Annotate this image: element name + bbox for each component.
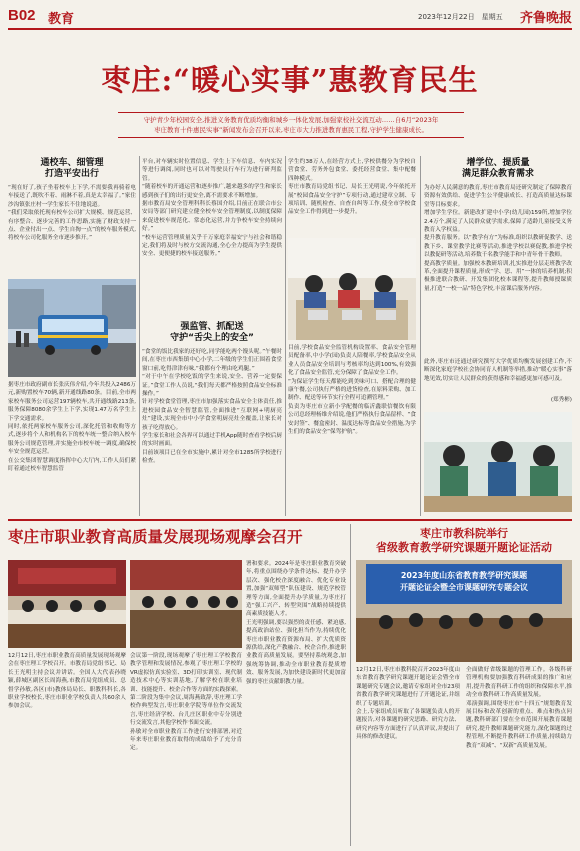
photo-banner-line-1: 2023年度山东省教育教学研究课题 (400, 571, 528, 580)
subhead-school-bus: 通校车、细管理 打造平安出行 (40, 158, 104, 179)
article-food-safety-b: 学生约38万人,在经营方式上,学校供餐分为学校自营食堂、劳务外包食堂、委托经营食堂、集中配餐四种模式。 枣庄市教育局党组书记、局长王光明说,今年依托开展“校园食品安全守护”专项行动,通过建章立制、专项培训、随机检查、自查自纠等工作,使全市学校食品安全工作得到进一步提升。 (288, 159, 416, 216)
story2-article-b: 会议第一阶段,现场观摩了枣庄理工学校教育教学管理和发展情况,参观了枣庄理工学校的VR虚拟仿真实验室、3D打印实训室、现代制造技术中心等实训基地,了解学校在职业培训、技能提升、校企合作等方面的实践探索。 第二阶段为集中会议,周海燕致辞,枣庄理工学校作典型发言,枣庄职业学院等单位作交流发言,枣庄经济学校、台儿庄区职业中专分别进行交流发言,其他学校作书面交流。 孙敏对全市职业教育工作进行安排部署,对近年来枣庄职业教育取得的成绩给予了充分肯定。 (130, 653, 242, 752)
story3-article-b: 全面做好省级课题的管理工作。各级科研管理机构要加强教育科研成果的推广和应用,提升教育科研工作的组织和保障水平,推动全市教科研工作高质量发展。 邓演强调,围绕枣庄市“十四五”规划教育发展目标和改革创新的重点、难点和热点问题,教科研部门要在全市范围开展教育课题研究,提升教师课题研究能力,深化课题的过程管理,不断提升教科研工作质量,持续助力教育“双减”、“双新”高质量发展。 (466, 667, 572, 749)
photo-banner-line-2: 开题论证会暨全市课题研究专题会议 (400, 583, 528, 592)
article-food-safety-a: “食堂的饭比我家的还好吃,同学能吃两个馒头呢。”午餐时间,在枣庄市西集镇中心小学,二年级的学生们正围着食堂窗口前,吃得津津有味,“我都有个理由吃鸡腿。” “对于中午在学校吃饭的学生来说,安全、营养一定要保证。”食堂工作人员说,“我们每天都严格按照食品安全标准操作。” 针对学校食堂管理,枣庄市加强落实食品安全主体责任,推进校园食品安全智慧监管,全面推进“互联网+明厨亮灶”建设,实现全市中小学食堂明厨亮灶全覆盖,让家长对孩子吃得放心。 学生家长和社会各界可以通过手机App随时查看学校后厨的实时画面。 目前该项目已在全市实施中,累计对全市1285所学校进行检查。 (142, 349, 282, 465)
story3-article-a: 12月12日,枣庄市教科院召开2023年度山东省教育教学研究课题开题论证会暨全市课题研究专题会议,邀请专家组对全市23项省教育教学研究课题进行了开题论证,并组织了专题培训。 会上,专家组成员听取了各课题负责人的开题报告,对各课题的研究思路、研究方法、研究内容等方面进行了认真评议,并提出了具体的修改建议。 (356, 667, 460, 741)
main-lead-line-1: 守护青少年校园安全,推进义务教育优质均衡和城乡一体化发展,加强家校社交流互动……自6月“2023年 (143, 116, 439, 124)
main-lead-line-2: 枣庄教育十件惠民实事”新闻发布会召开以来,枣庄市大力推进教育惠民工程,守护学生健康成长。 (154, 126, 428, 134)
story3-headline (356, 527, 572, 555)
page-code: B02 (8, 7, 36, 24)
article-school-bus-c: 平台,对车辆实时位置信息、学生上下车信息、车内实况等进行调阅,同时也可以对驾驶员行车行为进行研判监管。 “随着校车的开通运营和逐步推广,越来越多的学生和家长感到孩子们的出行更安全,离不需要求不断增加。 据市教育局安全管理科科长蔡国介绍,目前正在联合市公安局等部门研究建立健全校车安全管理制度,以制度保障来促进校车规范化、常态化运营,并力争校车安全持续向好。” “校车运营管理质量关乎千万家庭幸福安宁与社会和谐稳定,我们将及时与校方交流沟通,全心全力提高为学生提供安全、更便捷的校车接送服务。” (142, 159, 282, 258)
subhead-food-safety: 强监管、抓配送 守护“舌尖上的安全” (170, 322, 254, 343)
article-school-places-b: 此外,枣庄市还通过研究撰写大学优质均衡发展创建工作,不断深化家庭学校社会协同育人机制等举措,推动“暖心实事”落地见效,切实让人民群众的获得感和幸福感更加可感可及。 (424, 359, 572, 382)
story3-headline-line-1: 枣庄市教科院举行 (420, 527, 508, 540)
article-byline: (郑秀彬) (550, 397, 572, 403)
section-name: 教育 (48, 12, 75, 27)
story2-headline: 枣庄市职业教育高质量发展现场观摩会召开 (8, 527, 303, 546)
conference-photo-1 (8, 560, 126, 648)
subhead-school-places: 增学位、提质量 满足群众教育需求 (461, 158, 534, 179)
research-meeting-photo (356, 560, 572, 662)
article-school-bus-b: 据枣庄市政府副市长张庆伟介绍,今年共投入2486万元,新购置校车70辆,新开通线路80条。目前,全市两家校车服务公司运营197辆校车,共开通线路213条,服务保障8080余学生上下学,实现1.47万名学生上下学交通需求。 同时,依托两家校车服务公司,深化托管和收购等方式,逐步将个人和机构名下的校车统一整合纳入校车服务公司规范管理,并实施全市校车统一调度,确保校车安全规范运营。 在公交集团智慧调度指挥中心大厅内,工作人员们紧盯着通过校车智慧监管 (8, 382, 136, 473)
main-lead (118, 112, 464, 138)
article-food-safety-c: 目前,学校食品安全监管机构设置率、食品安全管理员配备率,中小学(园)负责人陪餐率,学校食品安全从业人员食品安全培训与考核率均达到100%,有效强化了食品安全监管,充分保障了食品安全工作。 “为保证学生每天都能吃到美味可口、搭配合理的健康午餐,公司执行严格的进货检查,在原料采购、加工制作、配送等环节实行全程可追溯管理。” 负责为枣庄市立新小学配餐的临沂鑫联信餐饮有限公司总经理杨维介绍说,他们严格执行食品留样、“食安封签”、餐盒密封、温度达标等食品安全措施,为学生们的食品安全“保驾护航”。 (288, 345, 416, 436)
issue-date: 2023年12月22日 星期五 (418, 13, 503, 21)
main-headline: 枣庄:“暖心实事”惠教育民生 (101, 63, 479, 97)
page-header (8, 6, 572, 30)
photo-banner (366, 570, 562, 594)
story3-headline-line-2: 省级教育教学研究课题开题论证活动 (376, 541, 552, 554)
article-school-places-a: 为办好人民满意的教育,枣庄市教育局还研究制定了保障教育资源有效供给、促进学生公平健康成长、打造高质量达标课堂等目标要求。 增加学生学位。新建改扩建中小学(幼儿园)159所,增加学位2.4万个,满足了人民群众就学需求,保障了适龄儿童接受义务教育入学权益。 提升教育服务。以“教学有方”为标准,组织以教研促教学、送教下乡、课堂教学比赛等活动,推进学校以赛促教,推进学校以教促研等活动,培养数千名教学能手和中青年骨干教师。 提高教学质量。加强校本教研培训,扎实推进分层走班教学改革,全面提升课程质量,形成“学、思、用”一体的培养机制;积极推进联合教研、开发集团化校本课程等,提升教师授课质量,打造“一校一品”特色学校,丰富课后服务内容。 (424, 185, 572, 292)
story2-article-a: 12月12日,枣庄市职业教育高质量发展现场观摩会在枣庄理工学校召开。市教育局党组书记、局长王光明主持会议并讲话。全国人大代表孙晓颖,薛城区副区长周海燕,市教育局党组成员、总督学孙敏,各区(市)教体局局长、职教科科长,各职业学校校长,枣庄市职业学校负责人共60余人参加会议。 (8, 653, 126, 710)
school-bus-photo (8, 279, 136, 377)
classroom-photo (424, 412, 572, 512)
article-school-bus-a: “现在好了,孩子坐着校车上下学,不需要我再骑着电车接送了,既吹不着、雨淋不着,真是太幸福了。”家住沙沟镇张庄村一学生家长不住地说道。 “我们采取依托现有校车公司扩大规模、规范运营、有序整合、逐步完善的工作思路,实施了财政支持一点、企业付出一点、学生自掏一点”的校车服务模式,将校车公司化服务全市逐步推开。” (8, 185, 136, 242)
masthead-logo: 齐鲁晚报 (519, 11, 572, 26)
story2-article-c: 署和要求。2024年是枣庄职业教育突破年,将重点围绕办学条件达标、提升办学层次、强化校企深度融合、优化专业设置,加强“双师型”队伍建设、规范学校管理等方面,全面提升办学质量,为枣庄打造“强工兴产、转型突围”战略持续提供高素质技能人才。 王光明强调,要以强烈的责任感、紧迫感,提高政治站位、强化担当作为,持续优化枣庄市职业教育资源布局、扩大优质资源供给,深化产教融合、校企合作,推进职业教育高质量发展。要坚持系统观念,加强统筹协调,推动全市职业教育提质增效、服务发展,为加快建设新时代更加富强的枣庄贡献职教力量。 (246, 561, 346, 685)
students-dining-photo (288, 238, 416, 340)
conference-photo-2 (130, 560, 242, 648)
